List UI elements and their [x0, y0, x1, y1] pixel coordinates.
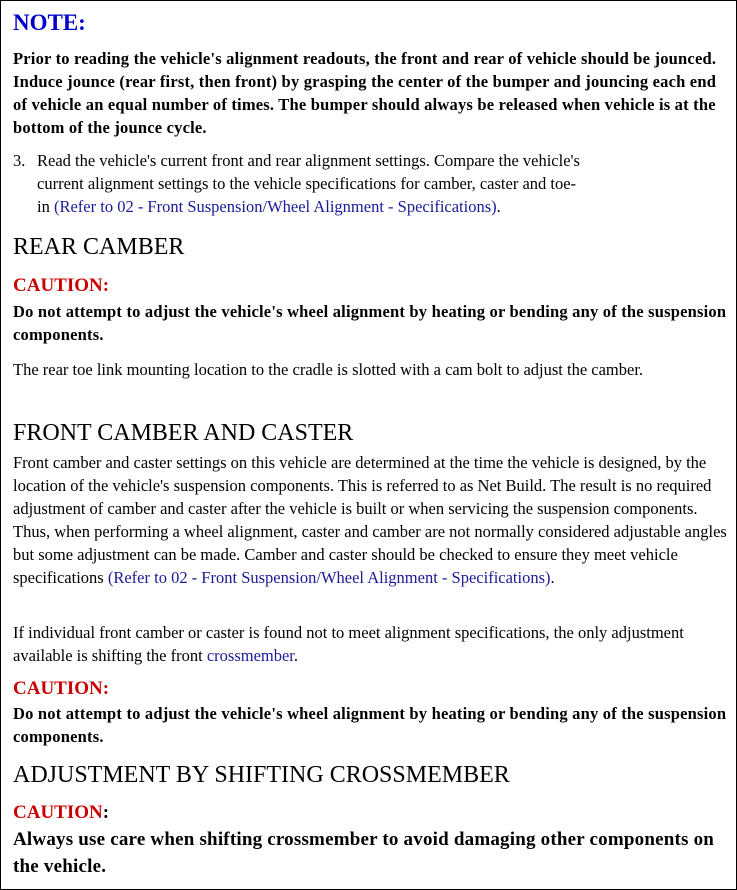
- front-camber-paragraph-2-period: .: [293, 646, 299, 665]
- note-title: NOTE:: [13, 10, 86, 35]
- adjustment-caution-label: [13, 801, 109, 825]
- step-3-line-3: in: [37, 197, 54, 216]
- rear-camber-heading: REAR CAMBER: [13, 234, 185, 260]
- crossmember-link[interactable]: crossmember: [206, 646, 294, 665]
- step-3-period: .: [496, 197, 501, 216]
- front-camber-caution-text: Do not attempt to adjust the vehicle's wheel alignment by heating or bending any of the suspension components.: [13, 704, 727, 746]
- adjustment-caution-word: CAUTION: [13, 802, 103, 823]
- step-number: 3.: [13, 151, 26, 170]
- adjustment-caution-text: Always use care when shifting crossmember to avoid damaging other components on the vehicle.: [13, 829, 715, 877]
- front-camber-paragraph-1-text: Front camber and caster settings on this vehicle are determined at the time the vehicle is designed, by the location of the vehicle's suspension components. This is referred to as Net Build. The result is no required adjustment of camber and caster after the vehicle is built or when servicing the suspension components. Thus, when performing a wheel alignment, caster and camber are not normally considered adjustable angles but some adjustment can be made. Camber and caster should be checked to ensure they meet vehicle specifications: [13, 453, 727, 587]
- front-camber-paragraph-2-text: If individual front camber or caster is found not to meet alignment specifications, the only adjustment available is shifting the front: [13, 623, 684, 665]
- specifications-link[interactable]: (Refer to 02 - Front Suspension/Wheel Alignment - Specifications): [107, 568, 551, 587]
- step-3: [13, 149, 729, 218]
- step-3-line-1: Read the vehicle's current front and rear alignment settings. Compare the vehicle's: [37, 151, 580, 170]
- rear-camber-caution-text: Do not attempt to adjust the vehicle's wheel alignment by heating or bending any of the suspension components.: [13, 302, 727, 344]
- rear-camber-text: The rear toe link mounting location to the cradle is slotted with a cam bolt to adjust the camber.: [13, 360, 644, 379]
- front-camber-paragraph-1-period: .: [550, 568, 555, 587]
- front-camber-caution-label: CAUTION:: [13, 678, 110, 699]
- step-3-line-2: current alignment settings to the vehicle specifications for camber, caster and toe-: [37, 174, 577, 193]
- note-text: Prior to reading the vehicle's alignment readouts, the front and rear of vehicle should be jounced. Induce jounce (rear first, then front) by grasping the center of the bumper and jouncing each end of vehicle an equal number of times. The bumper should always be released when vehicle is at the bottom of the jounce cycle.: [13, 49, 717, 137]
- rear-camber-caution-label: CAUTION:: [13, 275, 110, 296]
- front-camber-heading: FRONT CAMBER AND CASTER: [13, 420, 354, 446]
- adjustment-heading: ADJUSTMENT BY SHIFTING CROSSMEMBER: [13, 762, 510, 788]
- front-camber-paragraph-2: [13, 621, 729, 667]
- adjustment-caution-colon: :: [102, 802, 110, 823]
- front-camber-paragraph-1: [13, 451, 729, 589]
- specifications-link[interactable]: (Refer to 02 - Front Suspension/Wheel Alignment - Specifications): [53, 197, 497, 216]
